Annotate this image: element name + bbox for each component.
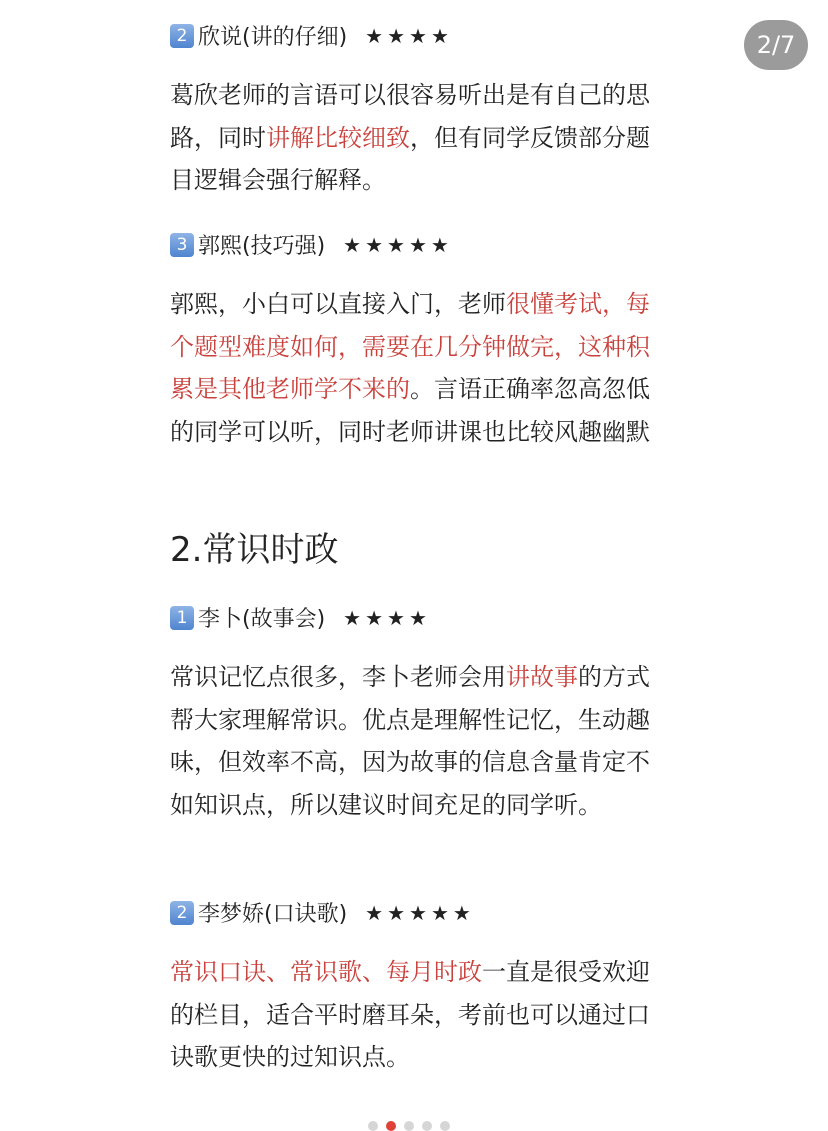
keycap-number-icon: 1 [170, 606, 194, 630]
teacher-heading-libu [170, 602, 431, 633]
page-counter-badge: 2/7 [744, 20, 808, 70]
paragraph-libu [170, 656, 660, 826]
paragraph-limengjiao [170, 951, 660, 1079]
teacher-title: 欣说(讲的仔细) [198, 25, 348, 50]
text: 的方式帮大家理解常识。优点是理解性记忆，生动趣味，但效率不高，因为故事的信息含量肯定不如知识点，所以建议时间充足的同学听。 [170, 663, 650, 819]
carousel-dot-active[interactable] [386, 1121, 396, 1131]
star-rating: ★★★★★ [343, 232, 453, 257]
section-title: 2.常识时政 [170, 530, 339, 570]
keycap-number-icon: 2 [170, 901, 194, 925]
carousel-dot[interactable] [422, 1121, 432, 1131]
teacher-heading-limengjiao [170, 897, 475, 928]
paragraph-guoxi [170, 283, 660, 453]
teacher-heading-xinshuo [170, 20, 453, 51]
star-rating: ★★★★ [365, 23, 453, 48]
text: 郭熙，小白可以直接入门，老师 [170, 290, 506, 318]
highlight-text: 常识口诀、常识歌、每月时政 [170, 958, 482, 986]
keycap-number-icon: 2 [170, 24, 194, 48]
highlight-text: 讲故事 [506, 663, 578, 691]
keycap-number-icon: 3 [170, 233, 194, 257]
highlight-text: 讲解比较细致 [266, 123, 410, 152]
text: 一直是很受欢迎的栏目，适合平时磨耳朵，考前也可以通过口诀歌更快的过知识点。 [170, 958, 650, 1071]
carousel-dots[interactable] [368, 1121, 450, 1131]
text: 葛欣老师的言语可以很容易听出是有自己的思路，同时 [170, 81, 650, 152]
teacher-title: 郭熙(技巧强) [198, 234, 326, 259]
teacher-title: 李梦娇(口诀歌) [198, 902, 348, 927]
carousel-dot[interactable] [440, 1121, 450, 1131]
text: ，但有同学反馈部分题目逻辑会强行解释。 [170, 123, 650, 194]
text: 常识记忆点很多，李卜老师会用 [170, 663, 506, 691]
star-rating: ★★★★★ [365, 900, 475, 925]
teacher-title: 李卜(故事会) [198, 607, 326, 632]
highlight-text: 很懂考试，每个题型难度如何，需要在几分钟做完，这种积累是其他老师学不来的 [170, 290, 650, 403]
text: 。言语正确率忽高忽低的同学可以听，同时老师讲课也比较风趣幽默 [170, 375, 650, 446]
teacher-heading-guoxi [170, 229, 453, 260]
paragraph-xinshuo [170, 74, 660, 202]
carousel-dot[interactable] [368, 1121, 378, 1131]
star-rating: ★★★★ [343, 605, 431, 630]
carousel-dot[interactable] [404, 1121, 414, 1131]
